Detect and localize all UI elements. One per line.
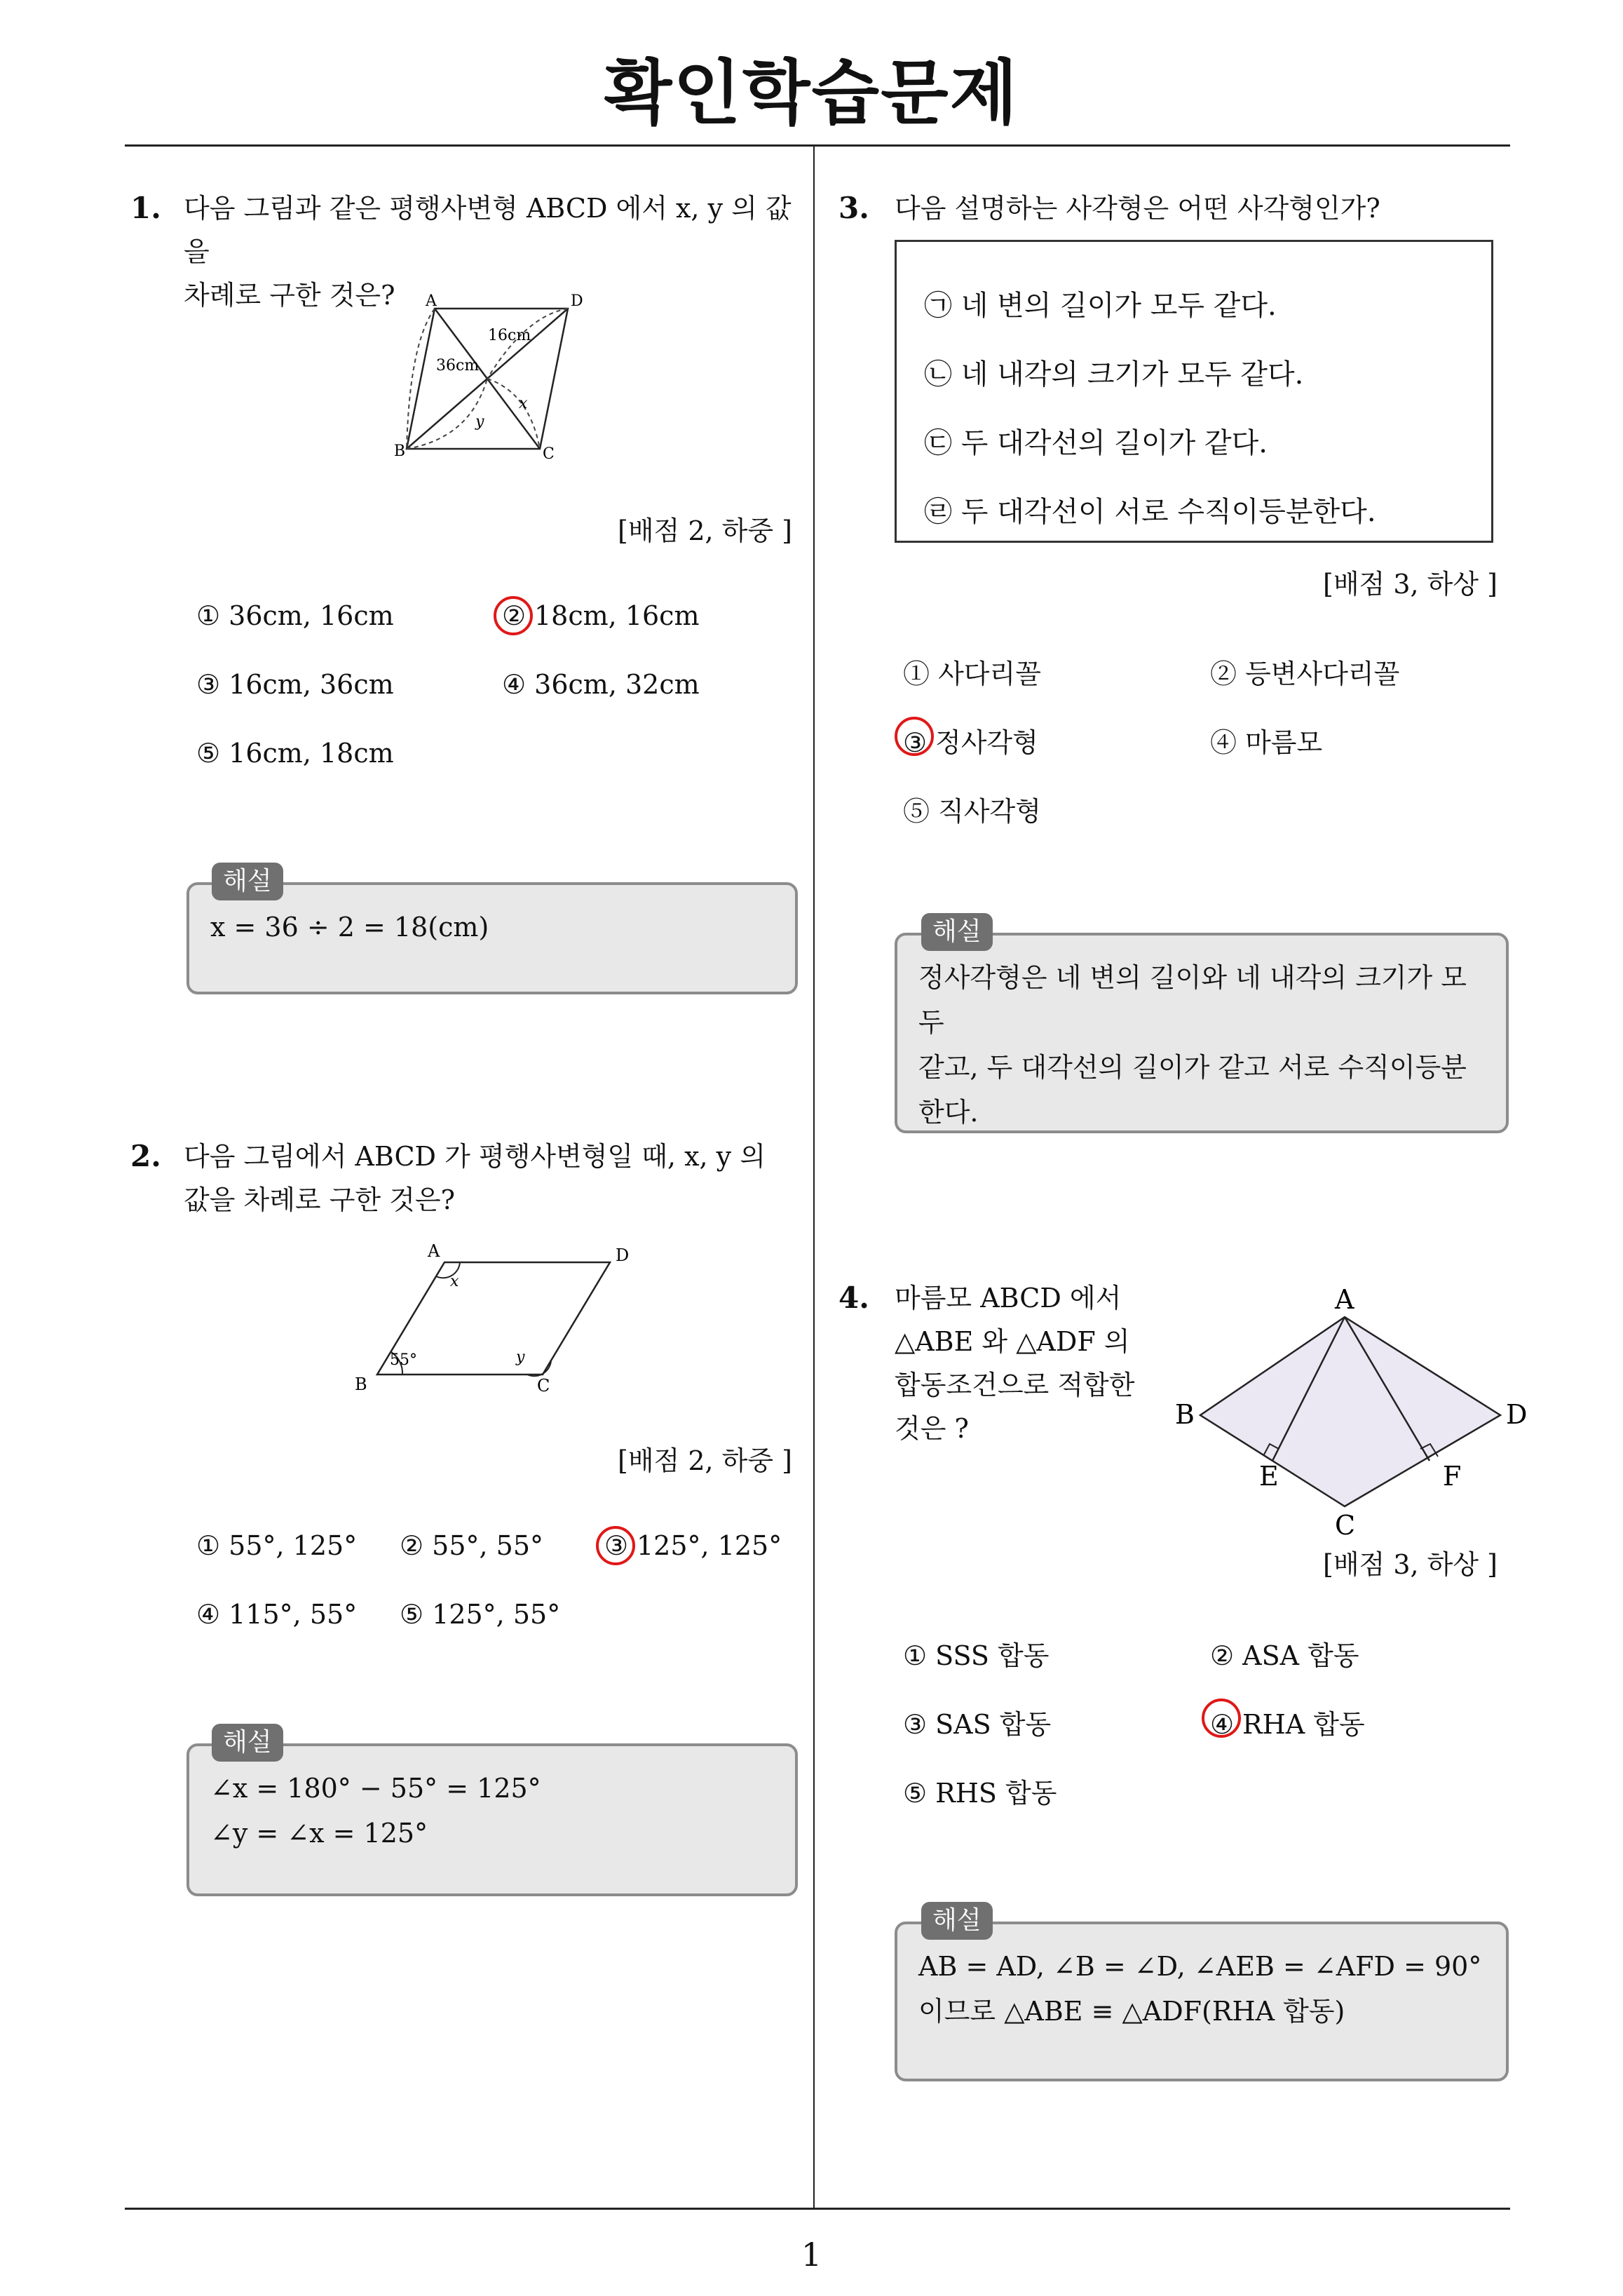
- q3-condition-1: ㉠ 네 변의 길이가 모두 같다.: [924, 290, 1277, 322]
- q3-explain-badge: 해설: [921, 913, 993, 951]
- q1-fig-label-a: A: [426, 292, 437, 310]
- q2-parallelogram-figure: [344, 1241, 652, 1396]
- q1-number: 1.: [130, 191, 161, 225]
- q2-text-line2: 값을 차례로 구한 것은?: [184, 1184, 455, 1215]
- q1-fig-label-b: B: [393, 443, 405, 460]
- q1-fig-label-c: C: [543, 445, 555, 463]
- q4-explain-line2: 이므로 △ABE ≡ △ADF(RHA 합동): [918, 1996, 1345, 2027]
- q3-number: 3.: [838, 191, 869, 225]
- q1-option-2-mark: ②: [502, 600, 527, 631]
- page-number: 1: [801, 2236, 822, 2274]
- q2-text: [184, 1135, 808, 1222]
- q2-option-3-mark: ③: [604, 1530, 629, 1561]
- q4-fig-label-b: B: [1175, 1399, 1195, 1430]
- q2-option-2[interactable]: ② 55°, 55°: [400, 1530, 544, 1561]
- q4-explanation-box: [895, 1922, 1509, 2081]
- q3-score: [배점 3, 하상 ]: [1323, 569, 1498, 600]
- q2-option-3-text: 125°, 125°: [637, 1530, 782, 1561]
- q4-explain-line1: AB = AD, ∠B = ∠D, ∠AEB = ∠AFD = 90°: [918, 1951, 1482, 1982]
- q4-fig-label-f: F: [1443, 1461, 1462, 1492]
- q4-score: [배점 3, 하상 ]: [1323, 1549, 1498, 1580]
- column-divider: [813, 146, 815, 2208]
- q2-option-4[interactable]: ④ 115°, 55°: [196, 1599, 358, 1630]
- q4-option-5[interactable]: ⑤ RHS 합동: [903, 1778, 1057, 1809]
- q1-option-3[interactable]: ③ 16cm, 36cm: [196, 669, 394, 700]
- q3-option-1[interactable]: ① 사다리꼴: [903, 659, 1041, 689]
- q1-option-1[interactable]: ① 36cm, 16cm: [196, 600, 394, 631]
- q1-option-4[interactable]: ④ 36cm, 32cm: [502, 669, 700, 700]
- q3-condition-2: ㉡ 네 내각의 크기가 모두 같다.: [924, 358, 1304, 391]
- q4-option-3[interactable]: ③ SAS 합동: [903, 1709, 1052, 1740]
- q4-text-line1: 마름모 ABCD 에서: [895, 1283, 1122, 1314]
- answer-circle-icon: [596, 1526, 635, 1565]
- q2-fig-label-y: y: [516, 1349, 525, 1366]
- q3-option-5[interactable]: ⑤ 직사각형: [903, 796, 1041, 827]
- footer-rule: [125, 2208, 1510, 2210]
- q4-fig-label-c: C: [1335, 1510, 1356, 1541]
- q1-option-5[interactable]: ⑤ 16cm, 18cm: [196, 738, 394, 769]
- q4-rhombus-figure: [1164, 1281, 1528, 1547]
- q3-condition-3: ㉢ 두 대각선의 길이가 같다.: [924, 427, 1268, 459]
- q1-text-line1: 다음 그림과 같은 평행사변형 ABCD 에서 x, y 의 값을: [184, 193, 792, 267]
- q3-explain-line3: 한다.: [918, 1097, 979, 1128]
- q4-fig-label-e: E: [1259, 1461, 1279, 1492]
- q4-text-line4: 것은 ?: [895, 1413, 969, 1444]
- q2-fig-label-b: B: [355, 1375, 367, 1394]
- q1-parallelogram-figure: [393, 288, 603, 463]
- q2-score: [배점 2, 하중 ]: [618, 1445, 792, 1476]
- q2-fig-label-c: C: [537, 1376, 550, 1396]
- q4-option-2[interactable]: ② ASA 합동: [1210, 1640, 1359, 1671]
- q3-explain-line2: 같고, 두 대각선의 길이가 같고 서로 수직이등분: [918, 1052, 1467, 1083]
- q4-fig-label-a: A: [1335, 1284, 1354, 1315]
- q4-number: 4.: [838, 1281, 869, 1315]
- q4-option-4-mark: ④: [1210, 1709, 1235, 1740]
- q1-fig-label-y: y: [475, 413, 484, 431]
- q2-text-line1: 다음 그림에서 ABCD 가 평행사변형일 때, x, y 의: [184, 1141, 766, 1172]
- q4-option-1[interactable]: ① SSS 합동: [903, 1640, 1050, 1671]
- q2-option-1[interactable]: ① 55°, 125°: [196, 1530, 358, 1561]
- q2-number: 2.: [130, 1139, 161, 1173]
- q2-explain-line1: ∠x = 180° − 55° = 125°: [210, 1773, 541, 1804]
- answer-circle-icon: [1202, 1699, 1241, 1738]
- q2-explanation-box: [186, 1743, 798, 1896]
- q1-fig-label-x: x: [519, 395, 528, 412]
- q1-fig-label-d: D: [571, 292, 583, 310]
- q1-explain-line1: x = 36 ÷ 2 = 18(cm): [210, 912, 489, 943]
- q4-option-4-text: RHA 합동: [1242, 1709, 1365, 1740]
- q2-fig-label-a: A: [428, 1241, 440, 1261]
- q3-condition-4: ㉣ 두 대각선이 서로 수직이등분한다.: [924, 496, 1376, 528]
- answer-circle-icon: [895, 717, 934, 756]
- q3-text-line1: 다음 설명하는 사각형은 어떤 사각형인가?: [895, 193, 1380, 224]
- q1-fig-label-36cm: 36cm: [436, 357, 480, 374]
- q3-option-4[interactable]: ④ 마름모: [1210, 727, 1323, 758]
- q1-text-line2: 차례로 구한 것은?: [184, 280, 395, 311]
- q3-explanation-box: [895, 933, 1509, 1133]
- q1-explain-badge: 해설: [212, 863, 283, 900]
- answer-circle-icon: [494, 596, 533, 635]
- q3-text: [895, 187, 1498, 230]
- q1-fig-label-16cm: 16cm: [488, 327, 531, 344]
- q1-option-2-text: 18cm, 16cm: [534, 600, 700, 631]
- q3-option-3-mark: ③: [903, 727, 928, 758]
- q3-explain-line1: 정사각형은 네 변의 길이와 네 내각의 크기가 모두: [918, 962, 1467, 1038]
- q3-option-3-text: 정사각형: [935, 727, 1038, 758]
- q4-text-line3: 합동조건으로 적합한: [895, 1370, 1135, 1400]
- page-title: 확인학습문제: [604, 52, 1019, 134]
- q4-text-line2: △ABE 와 △ADF 의: [895, 1326, 1130, 1357]
- header-rule: [125, 144, 1510, 147]
- q2-fig-label-x: x: [450, 1273, 459, 1290]
- q1-score: [배점 2, 하중 ]: [618, 515, 792, 546]
- q4-text: [895, 1276, 1175, 1450]
- q4-explain-badge: 해설: [921, 1902, 993, 1940]
- q4-fig-label-d: D: [1506, 1399, 1528, 1430]
- q2-explain-line2: ∠y = ∠x = 125°: [210, 1818, 428, 1849]
- q2-fig-label-d: D: [616, 1245, 630, 1265]
- q3-option-2[interactable]: ② 등변사다리꼴: [1210, 659, 1400, 689]
- q2-explain-badge: 해설: [212, 1724, 283, 1762]
- q2-option-5[interactable]: ⑤ 125°, 55°: [400, 1599, 561, 1630]
- q2-fig-label-angle: 55°: [390, 1351, 417, 1369]
